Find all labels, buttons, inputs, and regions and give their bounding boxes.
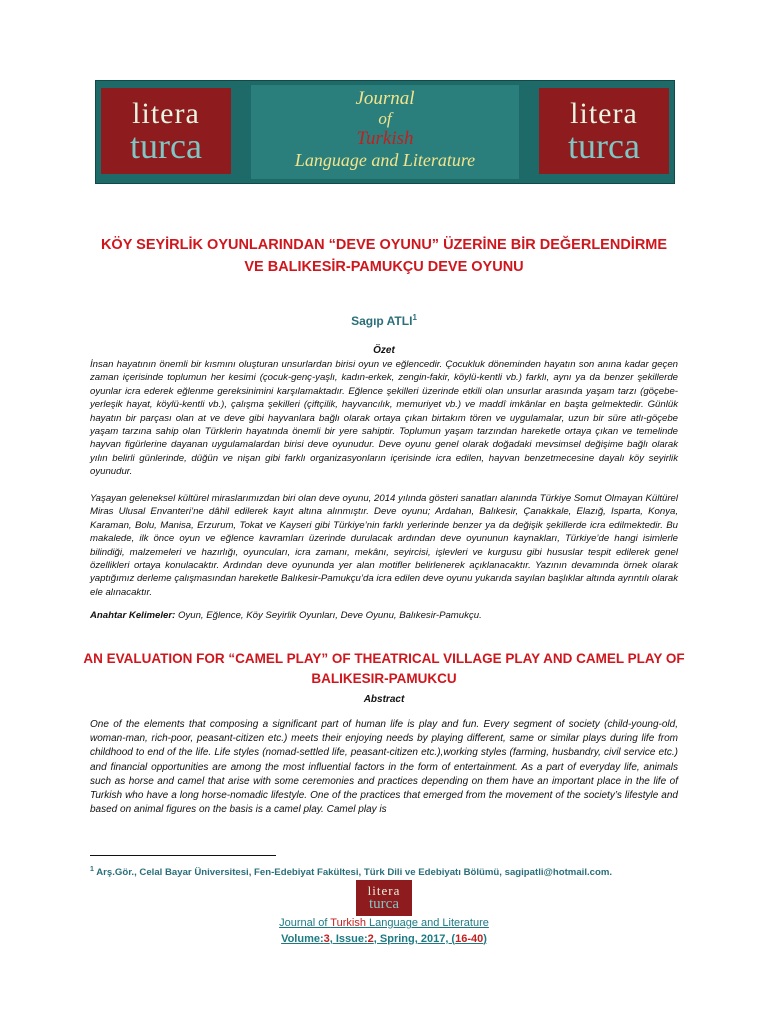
abstract-paragraph: One of the elements that composing a significant part of human life is play and fun. Every segment of society (child-young-old, woman-man, rich-poor, peasant-citizen etc.) meets their enjoying needs by playing different, same or similar plays during life from childhood to end of the life. Life styles (nomad-settled life, peasant-citizen etc.),working styles (farming, husbandry, civil service etc.) and financial opportunities are among the most influential factors in the form of entertainment. As a part of everyday life, animals such as horse and camel that arise with some ceremonies and practices depending on them have an important place in the life of Turkish who have a long horse-nomadic lifestyle. One of the practices that emerged from the movement of the society’s lifestyle and based on animal figures on the basis is a camel play. Camel play is — [90, 719, 678, 816]
footnote-divider — [90, 855, 276, 856]
footer-issue: 2 — [367, 933, 374, 945]
title-en-line-1: AN EVALUATION FOR “CAMEL PLAY” OF THEATRICAL VILLAGE PLAY AND CAMEL PLAY OF — [83, 651, 685, 666]
title-tr-line-2: VE BALIKESİR-PAMUKÇU DEVE OYUNU — [244, 259, 524, 275]
author-name — [0, 313, 768, 328]
author-text: Sagıp ATLI — [351, 314, 413, 328]
footer-logo-top: litera — [367, 883, 401, 898]
footer-journal-post: Language and Literature — [365, 917, 489, 929]
litera-turca-logo-left — [101, 88, 231, 174]
banner-turkish: Turkish — [356, 128, 414, 149]
banner-of: of — [378, 109, 392, 128]
keywords-label: Anahtar Kelimeler: — [90, 610, 176, 621]
ozet-heading: Özet — [373, 345, 395, 356]
logo-top-text: litera — [132, 97, 200, 130]
title-tr-line-1: KÖY SEYİRLİK OYUNLARINDAN “DEVE OYUNU” ÜZERİNE BİR DEĞERLENDİRME — [100, 237, 668, 253]
footer-logo — [356, 880, 412, 916]
footer-season: , Spring, 2017, ( — [373, 933, 456, 945]
article-title-turkish — [80, 234, 688, 278]
logo-top-text: litera — [570, 97, 638, 130]
footnote-text[interactable]: Arş.Gör., Celal Bayar Üniversitesi, Fen-Edebiyat Fakültesi, Türk Dili ve Edebiyatı Bölümü, sagipatli@hotmail.com. — [93, 867, 613, 879]
footnote — [90, 866, 612, 878]
keywords-text: Oyun, Eğlence, Köy Seyirlik Oyunları, Deve Oyunu, Balıkesir-Pamukçu. — [175, 610, 482, 621]
logo-bottom-text: turca — [568, 126, 640, 166]
footer-journal-link[interactable] — [0, 917, 768, 929]
title-en-line-2: BALIKESIR-PAMUKCU — [311, 671, 457, 686]
logo-bottom-text: turca — [130, 126, 202, 166]
ozet-paragraph-1: İnsan hayatının önemli bir kısmını oluşturan unsurlardan birisi oyun ve eğlencedir. Çocukluk döneminden hayatın son anına kadar geçen zaman içerisinde toplumun her kesimi (çocuk-genç-yaşlı, kadın-erkek, zengin-fakir, köylü-kentli vb.) farklı, aynı ya da benzer şekillerde oyunlar icra ederek eğlenme gereksinimini karşılamaktadır. Eğlence şekilleri üzerinde etkili olan unsurlar arasında yaşam tarzı (göçebe-yerleşik hayat, köylü-kentli vb.), çalışma şekilleri (çiftçilik, hayvancılık, memuriyet vb.) ve maddî imkânlar en başta gelmektedir. Günlük hayatın bir parçası olan at ve deve gibi hayvanlara bağlı olarak ortaya çıkan birtakım tören ve uygulamalar, uzun bir süre atlı-göçebe yaşam tarzına sahip olan Türklerin hayatında önemli bir yere sahiptir. Toplumun yaşam tarzından hareketle ortaya çıkan ve temelinde hayvan figürlerine dayanan uygulamalardan birisi deve oyunudur. Deve oyunu genel olarak doğadaki mevsimsel değişime bağlı olarak yılın belirli günlerinde, düğün ve nişan gibi farklı organizasyonların içerisinde icra edilen, hayvan benzetmecesine dayalı köy seyirlik oyunudur. — [90, 359, 678, 478]
footer-journal-turkish: Turkish — [330, 917, 366, 929]
banner-journal: Journal — [355, 88, 415, 109]
banner-title — [251, 85, 519, 179]
article-title-english — [80, 649, 688, 689]
litera-turca-logo-right — [539, 88, 669, 174]
banner-language-literature: Language and Literature — [294, 150, 476, 170]
footer-volume-link[interactable] — [0, 933, 768, 945]
footer-issue-label: , Issue: — [329, 933, 368, 945]
footer-vol-label: Volume: — [281, 933, 324, 945]
footer-journal-pre: Journal of — [279, 917, 331, 929]
footer-logo-bottom: turca — [369, 896, 399, 912]
footnote-number: 1 — [90, 866, 94, 873]
journal-banner — [95, 80, 675, 184]
abstract-heading: Abstract — [363, 694, 405, 705]
keywords-line — [90, 610, 678, 621]
footer-vol: 3 — [323, 933, 330, 945]
author-footnote-mark[interactable]: 1 — [412, 313, 417, 322]
footer-close: ) — [483, 933, 487, 945]
ozet-paragraph-2: Yaşayan geleneksel kültürel miraslarımızdan biri olan deve oyunu, 2014 yılında gösteri sanatları alanında Türkiye Somut Olmayan Kültürel Miras Ulusal Envanteri’ne dâhil edilerek kayıt altına alınmıştır. Deve oyunu; Ardahan, Balıkesir, Çanakkale, Elazığ, Isparta, Konya, Karaman, Bolu, Manisa, Erzurum, Tokat ve Kayseri gibi Türkiye’nin farklı yerlerinde benzer ya da değişik şekillerde icra edilmektedir. Bu makalede, ilk önce oyun ve eğlence kavramları üzerinde durulacak ardından deve oyununun kaynakları, Türkiye’de hangi isimlerle bilindiği, malzemeleri ve hazırlığı, oyuncuları, icra zamanı, mekânı, seyircisi, işlevleri ve kurgusu gibi hususlar tespit edilerek genel özellikleri ortaya konulacaktır. Ardından deve oyununda yer alan motifler belirlenerek açıklanacaktır. Yazının devamında örnek olarak yaptığımız derleme çalışmasından hareketle Balıkesir-Pamukçu’da icra edilen deve oyunu yukarıda sayılan başlıklar altında ayrıntılı olarak ele alınacaktır. — [90, 493, 678, 598]
footer-pages: 16-40 — [455, 933, 484, 945]
